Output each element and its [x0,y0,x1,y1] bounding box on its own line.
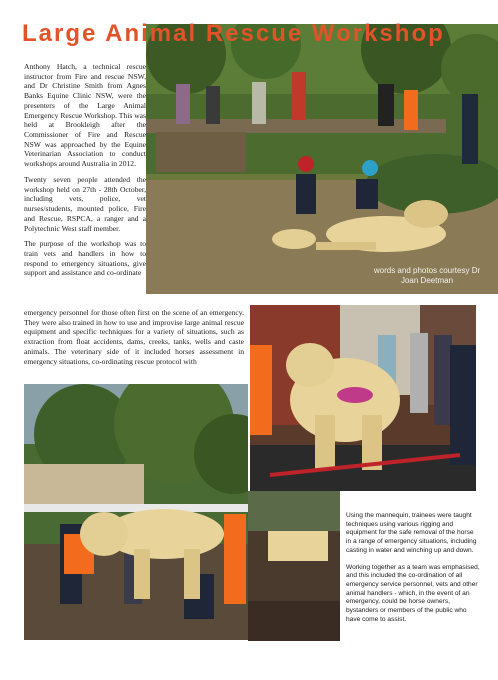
photo-outdoor-team [24,384,248,640]
continued-text: emergency personnel for those often first on the scene of an emergency. They were also trained in how to use and improvise large animal rescue equipment and specific techniques for a variety of situations, such as extraction from float accidents, dams, creeks, tanks, wells and caste animals. The veterinary side of it included horses assessment in emergency situations, co-ordinating rescue protocol with [24,308,244,366]
photo-credit: words and photos courtesy Dr Joan Deetman [373,266,481,285]
photo-water-rescue [146,24,498,294]
intro-paragraph-3: The purpose of the workshop was to train vets and handlers in how to respond to emergency situations, give support and assistance and co-ordinate [24,239,146,278]
caption-paragraph-2: Working together as a team was emphasised, and this included the co-ordination of all emergency service personnel, vets and other animal handlers - which, in the event of an emergency, could be horse owners, bystanders or members of the public who have come to assist. [346,563,480,623]
photo-bottom-panel [248,491,340,641]
photo-indoor-mannequin [250,305,476,491]
intro-text-column [24,62,146,284]
photo-caption [346,512,480,632]
caption-paragraph-1: Using the mannequin, trainees were taught techniques using various rigging and equipment for the safe removal of the horse in a range of emergency situations, including casting in water and winching up and down. [346,512,477,554]
intro-paragraph-1: Anthony Hatch, a technical rescue instructor from Fire and rescue NSW, and Dr Christine Smith from Agnes Banks Equine Clinic NSW, were the presenters of the Large Animal Emergency Rescue Workshop. This was held at Brookleigh after the Commissioner of Fire and Rescue NSW was approached by the Equine Veterinarian Association to conduct workshops around Australia in 2012. [24,62,146,169]
intro-paragraph-2: Twenty seven people attended the workshop held on 27th - 28th October, including vets, police, vet nurses/students, mounted police, Fire and Rescue, RSPCA, a ranger and a Polytechnic West staff member. [24,174,146,233]
page-title: Large Animal Rescue Workshop [22,20,445,47]
